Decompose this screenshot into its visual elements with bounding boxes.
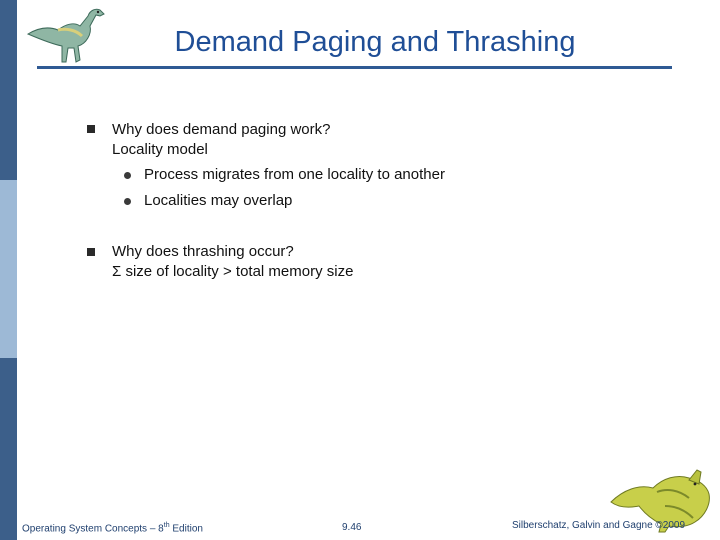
bullet-2-line-2: Σ size of locality > total memory size <box>112 263 354 280</box>
sidebar-segment-middle <box>0 180 17 358</box>
footer-page-number: 9.46 <box>342 522 362 533</box>
sidebar-segment-top <box>0 0 17 180</box>
footer-left <box>22 522 203 534</box>
bullet-1-line-2: Locality model <box>112 141 208 158</box>
left-sidebar-bar <box>0 0 17 540</box>
dinosaur-logo-top-icon <box>24 4 116 68</box>
footer-left-text: Operating System Concepts – 8 <box>22 523 164 535</box>
square-bullet-icon <box>87 125 95 133</box>
square-bullet-icon <box>87 248 95 256</box>
slide-title: Demand Paging and Thrashing <box>174 26 576 58</box>
title-underline <box>37 66 672 69</box>
sub-bullet-1: Process migrates from one locality to another <box>144 166 445 183</box>
footer-right: Silberschatz, Galvin and Gagne ©2009 <box>512 520 686 531</box>
bullet-1-line-1: Why does demand paging work? <box>112 121 331 138</box>
round-bullet-icon <box>124 198 131 205</box>
footer-left-edition: Edition <box>169 523 203 535</box>
footer-left-superscript: th <box>163 522 170 529</box>
sidebar-segment-bottom <box>0 358 17 540</box>
sub-bullet-2: Localities may overlap <box>144 192 293 209</box>
bullet-2-line-1: Why does thrashing occur? <box>112 243 294 260</box>
round-bullet-icon <box>124 172 131 179</box>
